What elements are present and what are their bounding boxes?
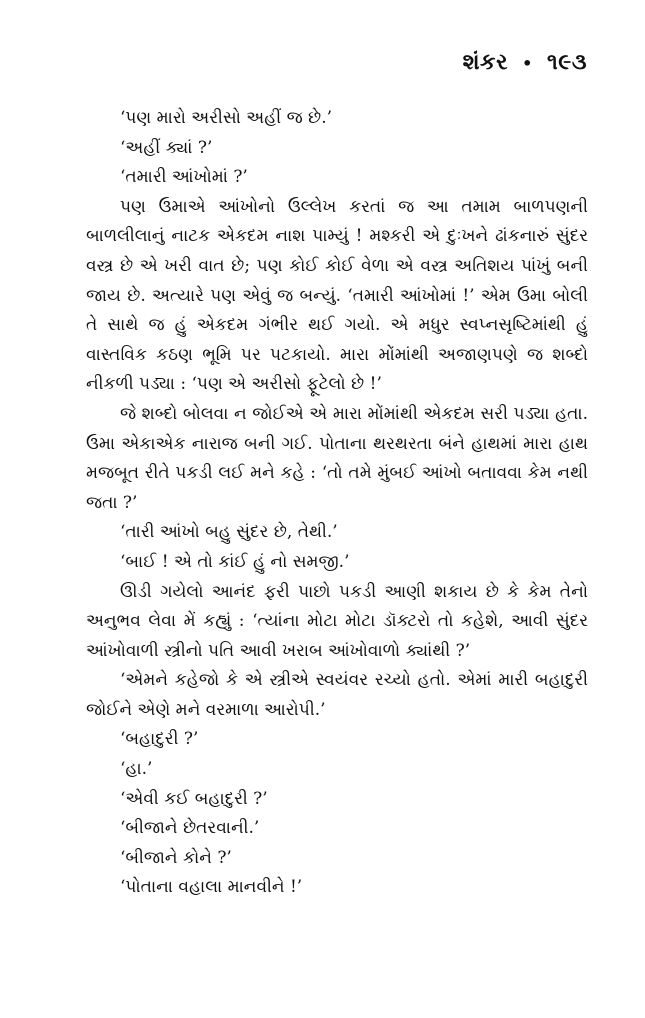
paragraph: ‘એમને કહેજો કે એ સ્ત્રીએ સ્વયંવર રચ્યો હતો. એમાં મારી બહાદુરી જોઈને એણે મને વરમાળા આરોપી.’ — [86, 670, 588, 720]
paragraph: ‘બીજાને કોને ?’ — [120, 847, 232, 868]
header-separator: • — [522, 53, 533, 73]
page-number: ૧૯૩ — [547, 50, 587, 75]
paragraph: ‘બાઈ ! એ તો કાંઈ હું નો સમજી.’ — [120, 551, 350, 572]
paragraph: ‘એવી કઈ બહાદુરી ?’ — [120, 788, 268, 809]
paragraph: પણ ઉમાએ આંખોનો ઉલ્લેખ કરતાં જ આ તમામ બાળપણની બાળલીલાનું નાટક એકદમ નાશ પામ્યું ! મશ્કરી એ દુઃખને ઢાંકનારું સુંદર વસ્ત્ર છે એ ખરી વાત છે; પણ કોઈ કોઈ વેળા એ વસ્ત્ર અતિશય પાંખું બની જાય છે. અત્યારે પણ એવું જ બન્યું. ‘તમારી આંખોમાં !’ એમ ઉમા બોલી તે સાથે જ હું એકદમ ગંભીર થઈ ગયો. એ મધુર સ્વપ્નસૃષ્ટિમાંથી હું વાસ્તવિક કઠણ ભૂમિ પર પટકાયો. મારા મોંમાંથી અજાણપણે જ શબ્દો નીકળી પડ્યા : ‘પણ એ અરીસો ફૂટેલો છે !’ — [86, 196, 588, 395]
paragraph: ‘બહાદુરી ?’ — [120, 729, 199, 750]
paragraph: ઊડી ગયેલો આનંદ ફરી પાછો પકડી આણી શકાય છે કે કેમ તેનો અનુભવ લેવા મેં કહ્યું : ‘ત્યાંના મોટા મોટા ડૉક્ટરો તો કહેશે, આવી સુંદર આંખોવાળી સ્ત્રીનો પતિ આવી ખરાબ આંખોવાળો ક્યાંથી ?’ — [86, 581, 588, 661]
body-text — [86, 104, 588, 903]
page-header — [463, 50, 587, 75]
paragraph: ‘પણ મારો અરીસો અહીં જ છે.’ — [120, 108, 333, 128]
paragraph: જે શબ્દો બોલવા ન જોઈએ એ મારા મોંમાંથી એકદમ સરી પડ્યા હતા. ઉમા એકાએક નારાજ બની ગઈ. પોતાના થરથરતા બંને હાથમાં મારા હાથ મજબૂત રીતે પકડી લઈ મને કહે : ‘તો તમે મુંબઈ આંખો બતાવવા કેમ નથી જતા ?’ — [86, 403, 588, 513]
paragraph: ‘બીજાને છેતરવાની.’ — [120, 818, 260, 839]
paragraph: ‘અહીં ક્યાં ?’ — [120, 137, 213, 158]
paragraph: ‘પોતાના વહાલા માનવીને !’ — [120, 877, 303, 898]
running-title: શંકર — [462, 50, 508, 75]
paragraph: ‘તારી આંખો બહુ સુંદર છે, તેથી.’ — [120, 522, 338, 543]
paragraph: ‘તમારી આંખોમાં ?’ — [120, 167, 248, 188]
paragraph: ‘હા.’ — [120, 759, 153, 780]
